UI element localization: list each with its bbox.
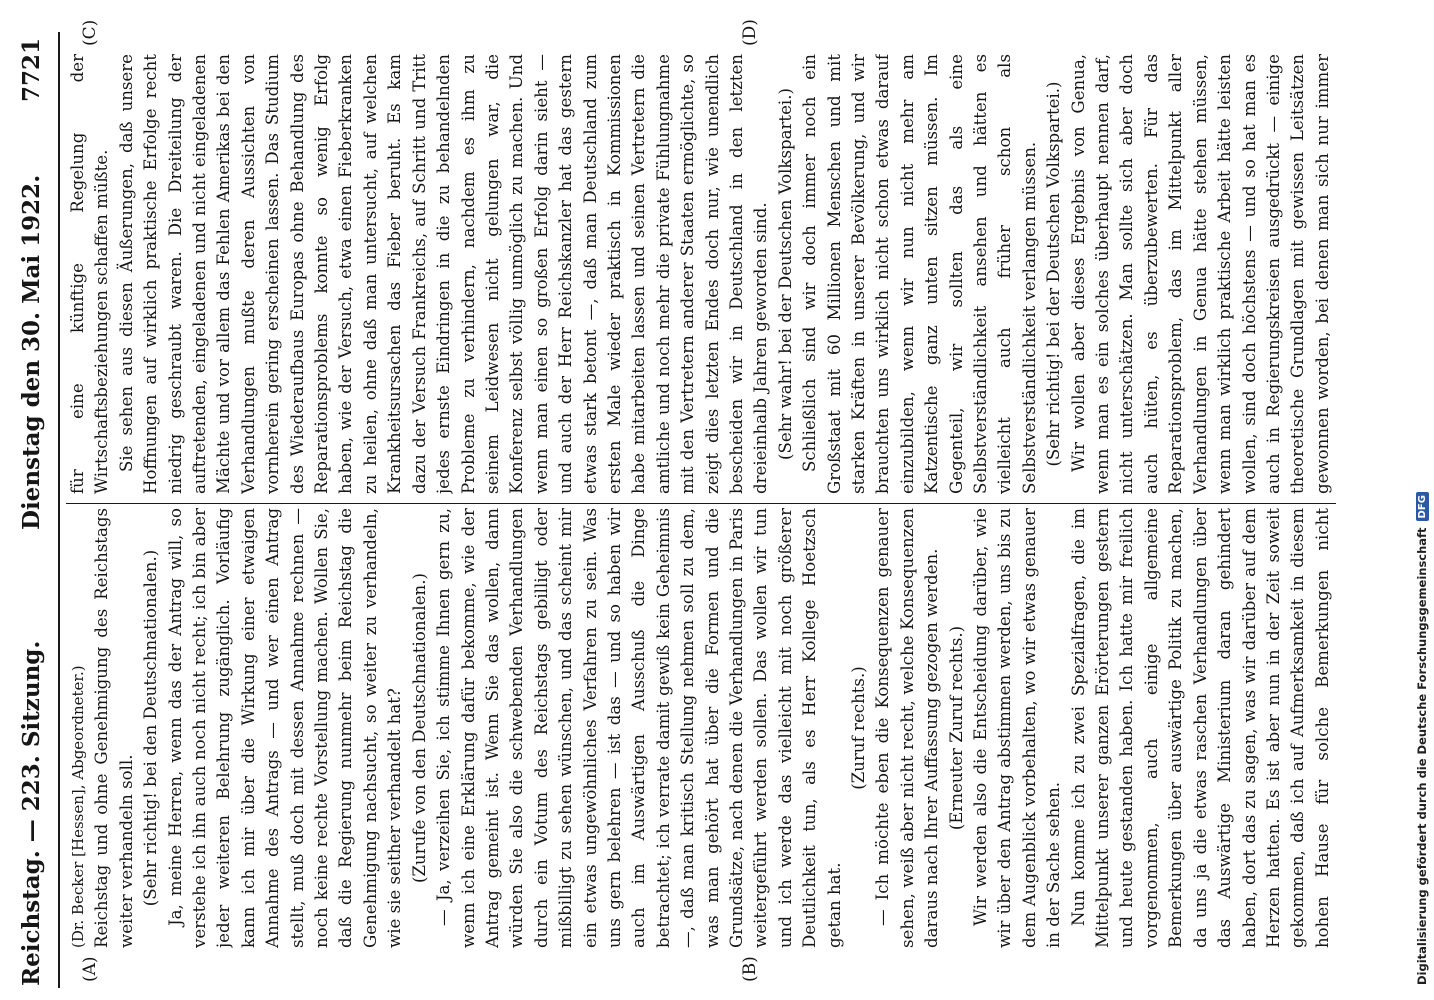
paragraph: — Ich möchte eben die Konsequenzen genauer sehen, weiß aber nicht recht, welche Konsequenzen daraus nach Ihrer Auffassung gezogen werden. [873, 508, 942, 948]
speaker-line: (Dr. Becker [Hessen], Abgeordneter.) [69, 665, 87, 948]
dfg-logo: DFG [1416, 492, 1429, 521]
interjection: (Sehr richtig! bei den Deutschnationalen.) [141, 549, 161, 907]
interjection: (Erneuter Zuruf rechts.) [946, 625, 966, 831]
paragraph: — Ja, verzeihen Sie, ich stimme Ihnen gern zu, wenn ich eine Erklärung dafür bekomme, wie der Antrag gemeint ist. Wenn Sie das wollen, dann würden Sie also die schwebenden Verhandlungen durch ein Votum des Reichstags gebilligt oder mißbilligt zu sehen wünschen, und das scheint mir ein etwas ungewöhnliches Verfahren zu sein. Was uns gern belehren — ist das — und so haben wir auch im Auswärtigen Ausschuß die Dinge betrachtet; ich verrate damit gewiß kein Geheimnis —, daß man kritisch Stellung nehmen soll zu dem, was man gehört hat über die Formen und die Grundsätze, nach denen die Verhandlungen in Paris weitergeführt werden sollen. Das wollen wir tun und ich werde das vielleicht mit noch größerer Deutlichkeit tun, als es Herr Kollege Hoetzsch getan hat. [434, 508, 844, 948]
page-number: 7721 [18, 38, 45, 103]
paragraph: Wir werden also die Entscheidung darüber, wie wir über den Antrag abstimmen werden, uns bis zu dem Augenblick vorbehalten, wo wir etwas genauer in der Sache sehen. [971, 508, 1064, 948]
running-head [18, 20, 52, 1000]
digitization-credit [1412, 5, 1432, 985]
margin-mark-c: (C) [80, 19, 100, 46]
header-date: Dienstag den 30. Mai 1922. [18, 174, 45, 530]
interjection: (Sehr wahr! bei der Deutschen Volkspartei.) [775, 88, 795, 460]
margin-mark-b: (B) [740, 956, 760, 982]
rotated-page [0, 20, 1360, 1000]
paragraph: für eine künftige Regelung der Wirtschaftsbeziehungen schaffen müßte. [68, 54, 112, 494]
left-column [66, 508, 1336, 948]
header-session: Reichstag. — 223. Sitzung. [18, 640, 45, 986]
column-divider [66, 503, 1336, 504]
digitization-credit-strip [1408, 0, 1434, 1000]
paragraph: Wir wollen aber dieses Ergebnis von Genua, wenn man es ein solches überhaupt nennen darf, nicht unterschätzen. Man sollte sich aber doch auch hüten, es überzubewerten. Für das Reparationsproblem, das im Mittelpunkt aller Verhandlungen in Genua hätte stehen müssen, wenn man wirklich praktische Arbeit hätte leisten wollen, sind doch höchstens — und so hat man es auch in Regierungskreisen ausgedrückt — einige theoretische Grundlagen mit gewissen Leitsätzen gewonnen worden, bei denen man sich nur immer [1068, 54, 1332, 494]
right-column [66, 54, 1336, 494]
margin-mark-d: (D) [740, 19, 760, 46]
paragraph: Ja, meine Herren, wenn das der Antrag will, so verstehe ich ihn auch noch nicht recht; ich bin aber jeder weiteren Belehrung zugänglich. Vorläufig kann ich mir über die Wirkung einer etwaigen Annahme des Antrags — und wer einen Antrag stellt, muß doch mit dessen Annahme rechnen — noch keine rechte Vorstellung machen. Wollen Sie, daß die Regierung nunmehr beim Reichstag die Genehmigung nachsucht, so weiter zu verhandeln, wie sie seither verhandelt hat? [165, 508, 405, 948]
margin-mark-a: (A) [80, 956, 100, 982]
paragraph: Schließlich sind wir doch immer noch ein Großstaat mit 60 Millionen Menschen und mit starken Kräften in unserer Bevölkerung, und wir brauchten uns wirklich nicht schon etwas darauf einzubilden, wenn wir nun nicht mehr am Katzentische ganz unten sitzen müssen. Im Gegenteil, wir sollten das als eine Selbstverständlichkeit ansehen und hätten es vielleicht auch früher schon als Selbstverständlichkeit verlangen müssen. [800, 54, 1039, 494]
paragraph: Reichstag und ohne Genehmigung des Reichstags weiter verhandeln soll. [92, 508, 136, 948]
interjection: (Zuruf rechts.) [849, 666, 868, 790]
interjection: (Zurufe von den Deutschnationalen.) [409, 573, 429, 883]
credit-text: Digitalisierung gefördert durch die Deutsche Forschungsgemeinschaft [1415, 527, 1429, 985]
paragraph: Nun komme ich zu zwei Spezialfragen, die im Mittelpunkt unserer ganzen Erörterungen gestern und heute gestanden haben. Ich hatte mir freilich vorgenommen, auch einige allgemeine Bemerkungen über auswärtige Politik zu machen, da uns ja die etwas raschen Verhandlungen über das Auswärtige Ministerium daran gehindert haben, dort das zu sagen, was wir darüber auf dem Herzen hatten. Es ist aber nun in der Zeit soweit gekommen, daß ich auf Aufmerksamkeit in diesem hohen Hause für solche Bemerkungen nicht [1068, 508, 1332, 948]
header-rule [58, 32, 60, 988]
paragraph: Sie sehen aus diesen Äußerungen, daß unsere Hoffnungen auf wirklich praktische Erfolge recht niedrig geschraubt waren. Die Dreiteilung der auftretenden, eingeladenen und nicht eingeladenen Mächte und vor allem das Fehlen Amerikas bei den Verhandlungen mußte deren Aussichten von vornherein gering erscheinen lassen. Das Studium des Wiederaufbaus Europas ohne Behandlung des Reparationsproblems konnte so wenig Erfolg haben, wie der Versuch, etwa einen Fieberkranken zu heilen, ohne daß man untersucht, auf welchen Krankheitsursachen das Fieber beruht. Es kam dazu der Versuch Frankreichs, auf Schritt und Tritt jedes ernste Eindringen in die zu behandelnden Probleme zu verhindern, nachdem es ihm zu seinem Leidwesen nicht gelungen war, die Konferenz selbst völlig unmöglich zu machen. Und wenn man einen so großen Erfolg darin sieht — und auch der Herr Reichskanzler hat das gestern etwas stark betont —, daß man Deutschland zum ersten Male wieder praktisch in Kommissionen habe mitarbeiten lassen und seinen Vertretern die amtliche und noch mehr die private Fühlungnahme mit den Vertretern anderer Staaten ermöglichte, so zeigt dies letzten Endes doch nur, wie unendlich bescheiden wir in Deutschland in den letzten dreieinhalb Jahren geworden sind. [116, 54, 771, 494]
interjection: (Sehr richtig! bei der Deutschen Volkspartei.) [1044, 81, 1064, 467]
